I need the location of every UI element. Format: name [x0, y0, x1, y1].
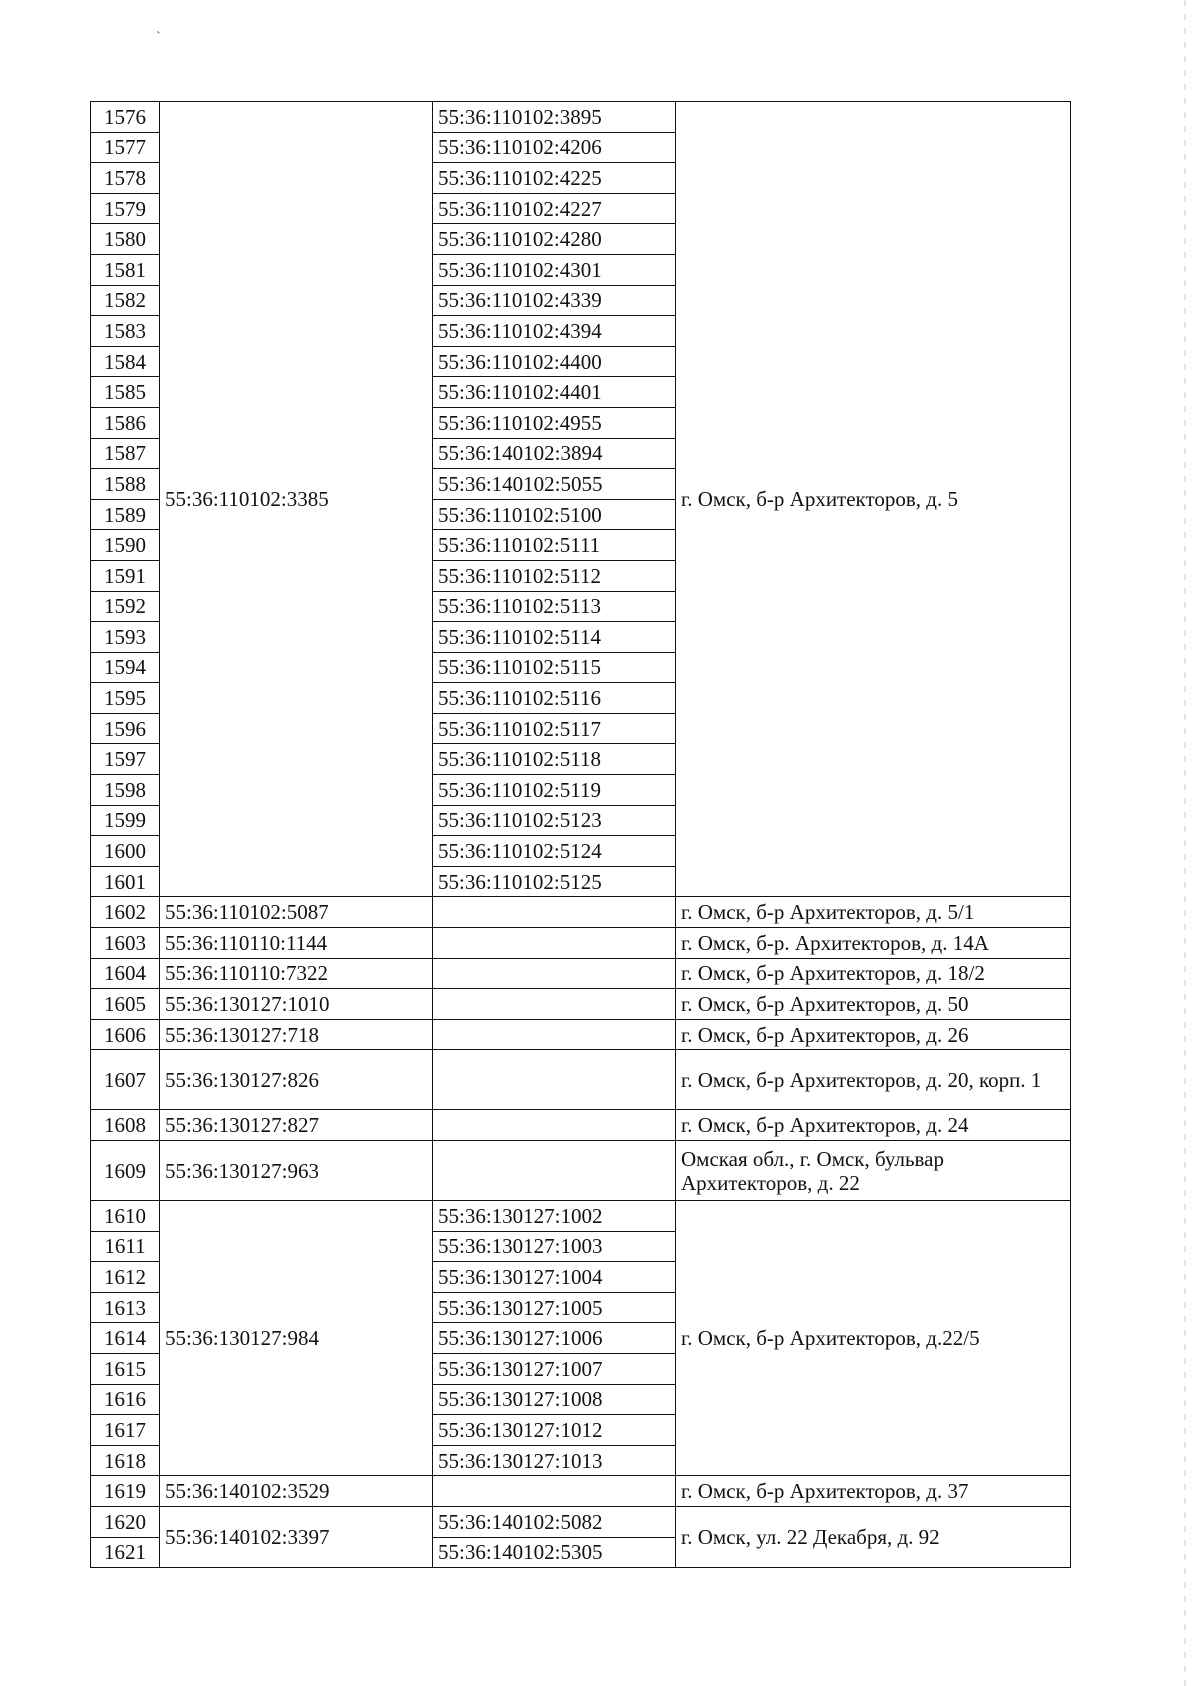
object-cadastral-number-cell: 55:36:110102:5125 [433, 866, 676, 897]
row-number-cell: 1621 [91, 1537, 160, 1568]
table-row [91, 1506, 1071, 1537]
row-number-cell: 1580 [91, 224, 160, 255]
object-cadastral-number-cell: 55:36:140102:3894 [433, 438, 676, 469]
row-number-cell: 1583 [91, 316, 160, 347]
object-cadastral-number-cell [433, 928, 676, 959]
parent-cadastral-number-cell: 55:36:130127:984 [160, 1201, 433, 1476]
row-number-cell: 1592 [91, 591, 160, 622]
table-row [91, 102, 1071, 133]
object-cadastral-number-cell [433, 1141, 676, 1201]
table-row [91, 989, 1071, 1020]
address-cell: г. Омск, б-р Архитекторов, д.22/5 [676, 1201, 1071, 1476]
object-cadastral-number-cell [433, 958, 676, 989]
address-cell: г. Омск, б-р Архитекторов, д. 50 [676, 989, 1071, 1020]
object-cadastral-number-cell: 55:36:140102:5305 [433, 1537, 676, 1568]
row-number-cell: 1598 [91, 775, 160, 806]
object-cadastral-number-cell: 55:36:130127:1006 [433, 1323, 676, 1354]
row-number-cell: 1610 [91, 1201, 160, 1232]
row-number-cell: 1587 [91, 438, 160, 469]
address-cell: г. Омск, б-р Архитекторов, д. 24 [676, 1110, 1071, 1141]
row-number-cell: 1577 [91, 132, 160, 163]
object-cadastral-number-cell: 55:36:110102:3895 [433, 102, 676, 133]
row-number-cell: 1602 [91, 897, 160, 928]
object-cadastral-number-cell: 55:36:110102:5124 [433, 836, 676, 867]
table-row [91, 928, 1071, 959]
address-cell: г. Омск, б-р. Архитекторов, д. 14А [676, 928, 1071, 959]
row-number-cell: 1590 [91, 530, 160, 561]
object-cadastral-number-cell: 55:36:110102:5119 [433, 775, 676, 806]
object-cadastral-number-cell: 55:36:110102:5112 [433, 560, 676, 591]
row-number-cell: 1620 [91, 1506, 160, 1537]
row-number-cell: 1618 [91, 1445, 160, 1476]
row-number-cell: 1615 [91, 1353, 160, 1384]
object-cadastral-number-cell [433, 897, 676, 928]
object-cadastral-number-cell: 55:36:130127:1012 [433, 1415, 676, 1446]
row-number-cell: 1603 [91, 928, 160, 959]
address-cell: г. Омск, б-р Архитекторов, д. 5/1 [676, 897, 1071, 928]
row-number-cell: 1601 [91, 866, 160, 897]
object-cadastral-number-cell: 55:36:110102:5118 [433, 744, 676, 775]
row-number-cell: 1611 [91, 1231, 160, 1262]
row-number-cell: 1579 [91, 193, 160, 224]
table-row [91, 1476, 1071, 1507]
scan-edge-artifact [1184, 0, 1186, 1686]
row-number-cell: 1586 [91, 407, 160, 438]
parent-cadastral-number-cell: 55:36:140102:3397 [160, 1506, 433, 1567]
parent-cadastral-number-cell: 55:36:110110:1144 [160, 928, 433, 959]
row-number-cell: 1606 [91, 1019, 160, 1050]
row-number-cell: 1589 [91, 499, 160, 530]
object-cadastral-number-cell: 55:36:130127:1008 [433, 1384, 676, 1415]
object-cadastral-number-cell: 55:36:110102:4280 [433, 224, 676, 255]
cadastral-table-body [91, 102, 1071, 1568]
table-row [91, 1110, 1071, 1141]
address-cell: г. Омск, б-р Архитекторов, д. 37 [676, 1476, 1071, 1507]
address-cell: г. Омск, б-р Архитекторов, д. 26 [676, 1019, 1071, 1050]
parent-cadastral-number-cell: 55:36:130127:826 [160, 1050, 433, 1110]
row-number-cell: 1585 [91, 377, 160, 408]
object-cadastral-number-cell: 55:36:130127:1007 [433, 1353, 676, 1384]
cadastral-table [90, 101, 1071, 1568]
row-number-cell: 1616 [91, 1384, 160, 1415]
object-cadastral-number-cell: 55:36:130127:1005 [433, 1292, 676, 1323]
table-row [91, 1050, 1071, 1110]
object-cadastral-number-cell: 55:36:110102:4339 [433, 285, 676, 316]
row-number-cell: 1608 [91, 1110, 160, 1141]
object-cadastral-number-cell: 55:36:130127:1013 [433, 1445, 676, 1476]
object-cadastral-number-cell: 55:36:110102:5117 [433, 713, 676, 744]
object-cadastral-number-cell: 55:36:110102:4394 [433, 316, 676, 347]
row-number-cell: 1591 [91, 560, 160, 591]
table-row [91, 1201, 1071, 1232]
row-number-cell: 1595 [91, 683, 160, 714]
table-row [91, 1019, 1071, 1050]
address-cell: г. Омск, б-р Архитекторов, д. 5 [676, 102, 1071, 897]
parent-cadastral-number-cell: 55:36:130127:1010 [160, 989, 433, 1020]
parent-cadastral-number-cell: 55:36:110102:3385 [160, 102, 433, 897]
parent-cadastral-number-cell: 55:36:110110:7322 [160, 958, 433, 989]
row-number-cell: 1613 [91, 1292, 160, 1323]
row-number-cell: 1619 [91, 1476, 160, 1507]
object-cadastral-number-cell: 55:36:110102:4401 [433, 377, 676, 408]
row-number-cell: 1609 [91, 1141, 160, 1201]
parent-cadastral-number-cell: 55:36:140102:3529 [160, 1476, 433, 1507]
parent-cadastral-number-cell: 55:36:130127:963 [160, 1141, 433, 1201]
object-cadastral-number-cell: 55:36:110102:4227 [433, 193, 676, 224]
table-row [91, 958, 1071, 989]
object-cadastral-number-cell: 55:36:140102:5082 [433, 1506, 676, 1537]
row-number-cell: 1607 [91, 1050, 160, 1110]
object-cadastral-number-cell: 55:36:110102:5115 [433, 652, 676, 683]
object-cadastral-number-cell: 55:36:110102:5113 [433, 591, 676, 622]
scan-mark: ` [156, 30, 161, 45]
object-cadastral-number-cell [433, 1476, 676, 1507]
address-cell: г. Омск, ул. 22 Декабря, д. 92 [676, 1506, 1071, 1567]
object-cadastral-number-cell: 55:36:110102:5100 [433, 499, 676, 530]
parent-cadastral-number-cell: 55:36:130127:827 [160, 1110, 433, 1141]
row-number-cell: 1581 [91, 254, 160, 285]
row-number-cell: 1597 [91, 744, 160, 775]
row-number-cell: 1612 [91, 1262, 160, 1293]
row-number-cell: 1588 [91, 469, 160, 500]
row-number-cell: 1578 [91, 163, 160, 194]
row-number-cell: 1617 [91, 1415, 160, 1446]
address-cell: г. Омск, б-р Архитекторов, д. 18/2 [676, 958, 1071, 989]
object-cadastral-number-cell [433, 1019, 676, 1050]
object-cadastral-number-cell [433, 989, 676, 1020]
parent-cadastral-number-cell: 55:36:110102:5087 [160, 897, 433, 928]
object-cadastral-number-cell: 55:36:130127:1003 [433, 1231, 676, 1262]
object-cadastral-number-cell: 55:36:110102:4225 [433, 163, 676, 194]
object-cadastral-number-cell: 55:36:140102:5055 [433, 469, 676, 500]
row-number-cell: 1600 [91, 836, 160, 867]
object-cadastral-number-cell: 55:36:110102:5116 [433, 683, 676, 714]
row-number-cell: 1599 [91, 805, 160, 836]
object-cadastral-number-cell: 55:36:110102:4400 [433, 346, 676, 377]
object-cadastral-number-cell: 55:36:130127:1004 [433, 1262, 676, 1293]
row-number-cell: 1584 [91, 346, 160, 377]
object-cadastral-number-cell [433, 1110, 676, 1141]
object-cadastral-number-cell: 55:36:110102:5111 [433, 530, 676, 561]
row-number-cell: 1594 [91, 652, 160, 683]
row-number-cell: 1593 [91, 622, 160, 653]
row-number-cell: 1582 [91, 285, 160, 316]
object-cadastral-number-cell: 55:36:110102:4206 [433, 132, 676, 163]
row-number-cell: 1614 [91, 1323, 160, 1354]
object-cadastral-number-cell: 55:36:110102:4301 [433, 254, 676, 285]
address-cell: Омская обл., г. Омск, бульвар Архитекторов, д. 22 [676, 1141, 1071, 1201]
row-number-cell: 1576 [91, 102, 160, 133]
table-row [91, 1141, 1071, 1201]
parent-cadastral-number-cell: 55:36:130127:718 [160, 1019, 433, 1050]
row-number-cell: 1596 [91, 713, 160, 744]
object-cadastral-number-cell: 55:36:110102:5114 [433, 622, 676, 653]
object-cadastral-number-cell: 55:36:110102:5123 [433, 805, 676, 836]
object-cadastral-number-cell: 55:36:130127:1002 [433, 1201, 676, 1232]
address-cell: г. Омск, б-р Архитекторов, д. 20, корп. 1 [676, 1050, 1071, 1110]
row-number-cell: 1605 [91, 989, 160, 1020]
table-row [91, 897, 1071, 928]
object-cadastral-number-cell: 55:36:110102:4955 [433, 407, 676, 438]
object-cadastral-number-cell [433, 1050, 676, 1110]
row-number-cell: 1604 [91, 958, 160, 989]
